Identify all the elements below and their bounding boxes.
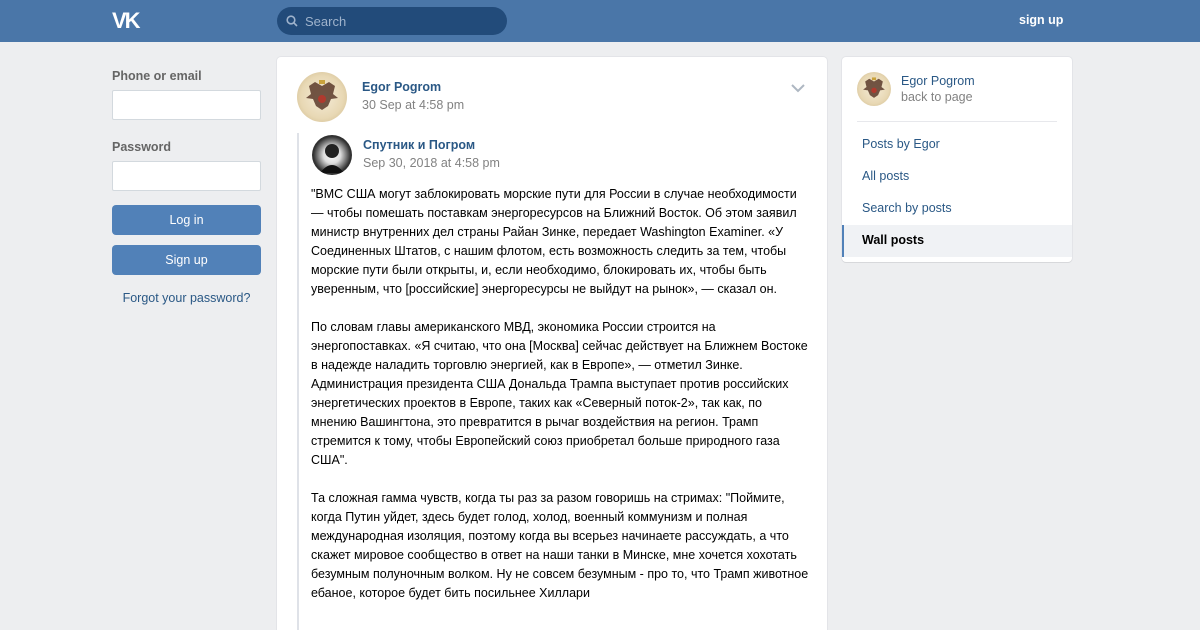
signup-button[interactable]: Sign up [112,245,261,275]
sidebar-item-search-by-posts[interactable]: Search by posts [862,201,952,215]
sidebar-menu [842,129,1072,257]
post-date[interactable]: 30 Sep at 4:58 pm [362,98,465,112]
search-input[interactable] [305,7,501,35]
login-form [112,67,261,305]
password-input[interactable] [112,161,261,191]
post-author-name[interactable]: Egor Pogrom [362,80,442,94]
forgot-password-link[interactable]: Forgot your password? [122,291,251,305]
sidebar-item-wall-posts[interactable]: Wall posts [842,225,1072,257]
sidebar-divider [857,121,1057,122]
repost-divider [297,133,299,630]
post-text [311,185,811,622]
post-paragraph: "ВМС США могут заблокировать морские пути для России в случае необходимости — чтобы помешать поставкам энергоресурсов на Ближний Восток. Об этом заявил министр внутренних дел страны Райан Зинке, передает Washington Examiner. «У Соединенных Штатов, с нашим флотом, есть возможность следить за тем, чтобы морские пути были открыты, и, если необходимо, блокировать их, чтобы быть уверенным, что [российские] энергоресурсы не выйдут на рынок», — сказал он. [311,187,797,296]
login-button[interactable]: Log in [112,205,261,235]
portrait-icon [312,135,352,175]
phone-label: Phone or email [112,69,202,83]
vk-logo[interactable]: VK [112,8,139,33]
search-icon [286,15,298,27]
post-card [277,57,827,630]
phone-input[interactable] [112,90,261,120]
post-paragraph: По словам главы американского МВД, экономика России строится на энергопоставках. «Я считаю, что она [Москва] сейчас действует на Ближнем Востоке в надежде наладить торговлю энергией, как в Европе», — отметил Зинке. Администрация президента США Дональда Трампа выступает против российских энергетических проектов в Европе, таких как «Северный поток-2», так как, по мнению Вашингтона, это превратится в рычаг воздействия на регион. Трамп стремится к тому, чтобы Европейский союз приобретал больше природного газа США". [311,320,808,467]
repost-date[interactable]: Sep 30, 2018 at 4:58 pm [363,156,500,170]
right-sidebar [842,57,1072,262]
sidebar-profile-name[interactable]: Egor Pogrom [901,74,975,88]
header-signup-link[interactable]: sign up [1019,13,1064,27]
repost-author-name[interactable]: Спутник и Погром [363,138,476,152]
repost-avatar[interactable] [312,135,352,175]
chevron-down-icon[interactable] [791,83,805,93]
sidebar-item-posts-by-egor[interactable]: Posts by Egor [862,137,940,151]
post-paragraph: Та сложная гамма чувств, когда ты раз за разом говоришь на стримах: "Поймите, когда Путин уйдет, здесь будет голод, холод, военный коммунизм и полная международная изоляция, поэтому когда вы всерьез начинаете рассуждать, а что скажет мировое сообщество в ответ на наши танки в Минске, мне хочется хохотать безумным полуночным волком. Ну не совсем безумным - про то, что Трамп животное ебаное, которое будет бить посильнее Хиллари [311,491,809,600]
sidebar-avatar[interactable] [857,72,891,106]
eagle-emblem-icon [297,72,347,122]
search-box[interactable] [277,7,507,35]
author-avatar[interactable] [297,72,347,122]
password-label: Password [112,140,172,154]
back-to-page-link[interactable]: back to page [901,90,973,104]
top-header [0,0,1200,42]
eagle-emblem-icon [857,72,891,106]
sidebar-item-all-posts[interactable]: All posts [862,169,910,183]
